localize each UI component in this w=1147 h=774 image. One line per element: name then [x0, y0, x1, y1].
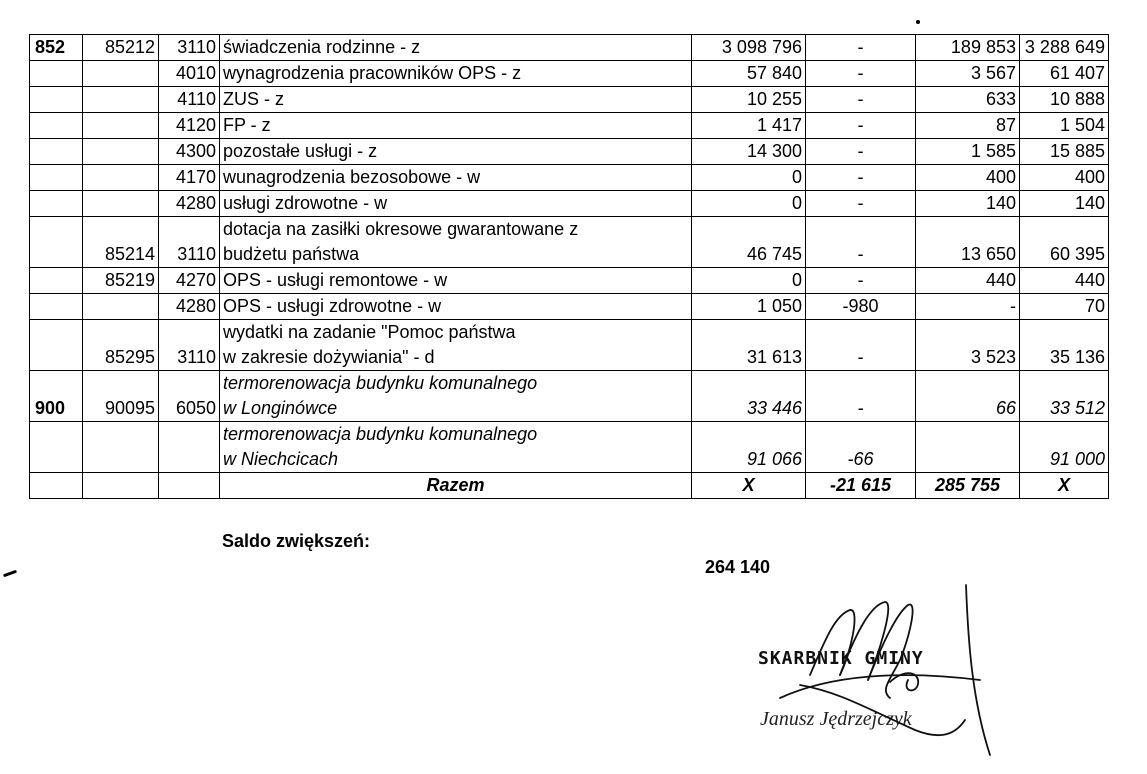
total-po_zmianach-cell: X [1020, 473, 1109, 499]
decrease-cell: -980 [806, 294, 916, 320]
dzial-cell [30, 87, 83, 113]
rozdzial-cell: 85219 [83, 268, 159, 294]
dzial-cell [30, 217, 83, 268]
paragraf-cell: 3110 [159, 35, 220, 61]
increase-cell: 13 650 [916, 217, 1020, 268]
rozdzial-cell: 85214 [83, 217, 159, 268]
total-zwiekszenia-cell: 285 755 [916, 473, 1020, 499]
table-row [30, 35, 1109, 61]
table-row [30, 191, 1109, 217]
after-change-cell: 10 888 [1020, 87, 1109, 113]
dzial-cell [30, 61, 83, 87]
after-change-cell: 35 136 [1020, 320, 1109, 371]
increase-cell: 1 585 [916, 139, 1020, 165]
increase-cell: 189 853 [916, 35, 1020, 61]
table-row [30, 422, 1109, 473]
paragraf-cell: 4110 [159, 87, 220, 113]
description-cell: wydatki na zadanie "Pomoc państwa w zakresie dożywiania" - d [220, 320, 692, 371]
paragraf-cell: 6050 [159, 371, 220, 422]
total-zmniejszenia-cell: -21 615 [806, 473, 916, 499]
after-change-cell: 91 000 [1020, 422, 1109, 473]
saldo-value: 264 140 [705, 557, 771, 577]
increase-cell: - [916, 294, 1020, 320]
increase-cell: 140 [916, 191, 1020, 217]
rozdzial-cell [83, 191, 159, 217]
decrease-cell: - [806, 165, 916, 191]
plan-cell: 31 613 [692, 320, 806, 371]
increase-cell: 87 [916, 113, 1020, 139]
paragraf-cell: 4280 [159, 294, 220, 320]
paragraf-cell: 4280 [159, 191, 220, 217]
rozdzial-cell [83, 113, 159, 139]
decrease-cell: - [806, 191, 916, 217]
after-change-cell: 70 [1020, 294, 1109, 320]
table-row [30, 217, 1109, 268]
plan-cell: 33 446 [692, 371, 806, 422]
description-cell: wunagrodzenia bezosobowe - w [220, 165, 692, 191]
rozdzial-cell [83, 422, 159, 473]
plan-cell: 57 840 [692, 61, 806, 87]
increase-cell: 440 [916, 268, 1020, 294]
decrease-cell: - [806, 217, 916, 268]
table-row [30, 61, 1109, 87]
plan-cell: 46 745 [692, 217, 806, 268]
description-cell: FP - z [220, 113, 692, 139]
rozdzial-cell [83, 165, 159, 191]
handwritten-signature [740, 580, 1000, 760]
plan-cell: 0 [692, 191, 806, 217]
dzial-cell [30, 113, 83, 139]
table-row [30, 320, 1109, 371]
dzial-cell [30, 191, 83, 217]
signature-stamp [740, 580, 1000, 760]
stamp-name: Janusz Jędrzejczyk [760, 708, 912, 730]
increase-cell: 66 [916, 371, 1020, 422]
scan-mark [3, 570, 17, 578]
paragraf-cell: 4270 [159, 268, 220, 294]
dzial-cell [30, 320, 83, 371]
increase-cell: 400 [916, 165, 1020, 191]
scan-speck [916, 20, 920, 24]
stamp-title: SKARBNIK GMINY [758, 648, 924, 669]
after-change-cell: 3 288 649 [1020, 35, 1109, 61]
paragraf-cell: 4120 [159, 113, 220, 139]
rozdzial-cell: 85295 [83, 320, 159, 371]
paragraf-cell: 4300 [159, 139, 220, 165]
after-change-cell: 33 512 [1020, 371, 1109, 422]
dzial-cell [30, 139, 83, 165]
rozdzial-cell [83, 294, 159, 320]
decrease-cell: - [806, 87, 916, 113]
empty-cell [159, 473, 220, 499]
decrease-cell: - [806, 320, 916, 371]
paragraf-cell: 3110 [159, 320, 220, 371]
plan-cell: 10 255 [692, 87, 806, 113]
total-plan-cell: X [692, 473, 806, 499]
increase-cell: 3 523 [916, 320, 1020, 371]
after-change-cell: 61 407 [1020, 61, 1109, 87]
description-cell: ZUS - z [220, 87, 692, 113]
dzial-cell [30, 294, 83, 320]
decrease-cell: - [806, 371, 916, 422]
table-row [30, 139, 1109, 165]
after-change-cell: 15 885 [1020, 139, 1109, 165]
after-change-cell: 1 504 [1020, 113, 1109, 139]
dzial-cell: 852 [30, 35, 83, 61]
paragraf-cell [159, 422, 220, 473]
rozdzial-cell [83, 139, 159, 165]
saldo-label: Saldo zwiększeń: [222, 531, 371, 551]
description-cell: wynagrodzenia pracowników OPS - z [220, 61, 692, 87]
after-change-cell: 440 [1020, 268, 1109, 294]
dzial-cell [30, 268, 83, 294]
total-label-cell: Razem [220, 473, 692, 499]
description-cell: termorenowacja budynku komunalnego w Niechcicach [220, 422, 692, 473]
decrease-cell: - [806, 113, 916, 139]
rozdzial-cell: 85212 [83, 35, 159, 61]
description-cell: OPS - usługi remontowe - w [220, 268, 692, 294]
total-row [30, 473, 1109, 499]
plan-cell: 14 300 [692, 139, 806, 165]
after-change-cell: 400 [1020, 165, 1109, 191]
empty-cell [83, 473, 159, 499]
dzial-cell [30, 165, 83, 191]
dzial-cell [30, 422, 83, 473]
plan-cell: 0 [692, 165, 806, 191]
description-cell: usługi zdrowotne - w [220, 191, 692, 217]
after-change-cell: 140 [1020, 191, 1109, 217]
description-cell: OPS - usługi zdrowotne - w [220, 294, 692, 320]
decrease-cell: -66 [806, 422, 916, 473]
table-row [30, 371, 1109, 422]
budget-table [29, 34, 1109, 499]
plan-cell: 1 050 [692, 294, 806, 320]
plan-cell: 1 417 [692, 113, 806, 139]
increase-cell: 3 567 [916, 61, 1020, 87]
description-cell: termorenowacja budynku komunalnego w Longinówce [220, 371, 692, 422]
plan-cell: 0 [692, 268, 806, 294]
plan-cell: 3 098 796 [692, 35, 806, 61]
table-row [30, 165, 1109, 191]
plan-cell: 91 066 [692, 422, 806, 473]
description-cell: dotacja na zasiłki okresowe gwarantowane z budżetu państwa [220, 217, 692, 268]
table-row [30, 113, 1109, 139]
rozdzial-cell [83, 61, 159, 87]
paragraf-cell: 3110 [159, 217, 220, 268]
table-row [30, 294, 1109, 320]
description-cell: pozostałe usługi - z [220, 139, 692, 165]
decrease-cell: - [806, 139, 916, 165]
rozdzial-cell: 90095 [83, 371, 159, 422]
paragraf-cell: 4170 [159, 165, 220, 191]
dzial-cell: 900 [30, 371, 83, 422]
table-row [30, 268, 1109, 294]
empty-cell [30, 473, 83, 499]
increase-cell: 633 [916, 87, 1020, 113]
description-cell: świadczenia rodzinne - z [220, 35, 692, 61]
decrease-cell: - [806, 61, 916, 87]
increase-cell [916, 422, 1020, 473]
table-row [30, 87, 1109, 113]
after-change-cell: 60 395 [1020, 217, 1109, 268]
rozdzial-cell [83, 87, 159, 113]
decrease-cell: - [806, 35, 916, 61]
paragraf-cell: 4010 [159, 61, 220, 87]
decrease-cell: - [806, 268, 916, 294]
